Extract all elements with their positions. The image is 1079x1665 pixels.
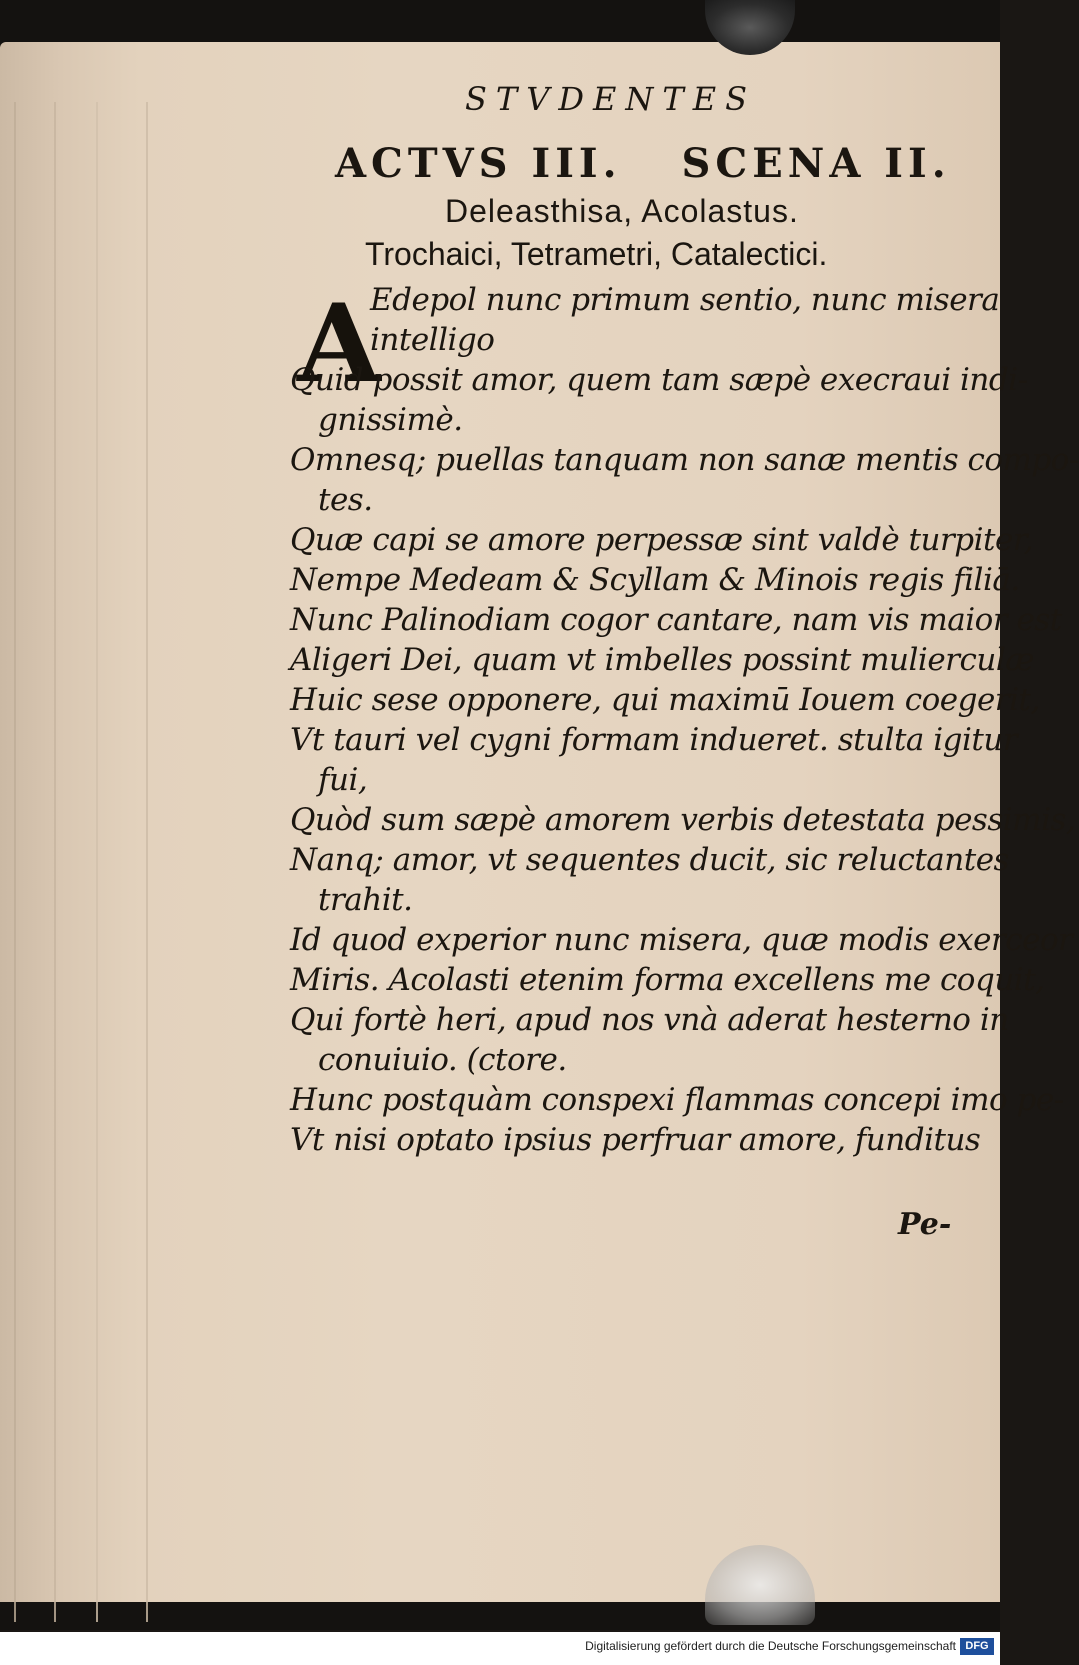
act-scene-heading [335,140,951,187]
meter-line: Trochaici, Tetrametri, Catalectici. [365,236,828,272]
verse-line: fui, [318,762,368,798]
verse-line: Vt nisi optato ipsius perfruar amore, funditus [290,1122,981,1158]
verse-line: conuiuio. (ctore. [318,1042,567,1078]
verse-line: Nunc Palinodiam cogor cantare, nam vis maior est [290,602,1062,638]
drop-cap: A [297,281,381,407]
verse-line: Miris. Acolasti etenim forma excellens me coquit, [290,962,1045,998]
characters-line: Deleasthisa, Acolastus. [445,193,799,229]
verse-line: Id quod experior nunc misera, quæ modis exerceor [290,922,1073,958]
verse-line: Huic sese opponere, qui maximū Iouem coegerit, [290,682,1040,718]
verse-line: tes. [318,482,373,518]
footer-bar [0,1632,1000,1665]
verse-line: Aligeri Dei, quam vt imbelles possint mulierculæ [290,642,1034,678]
verse-line: trahit. [318,882,413,918]
footer-credit: Digitalisierung gefördert durch die Deutsche Forschungsgemeinschaft [585,1639,956,1653]
verse-line: intelligo [370,322,495,358]
verse-line: Quid possit amor, quem tam sæpè execraui indi- [290,362,1028,398]
catchword: Pe- [898,1207,952,1242]
verse-line: Qui fortè heri, apud nos vnà aderat hesterno in [290,1002,1009,1038]
verse-line: Nanq; amor, vt sequentes ducit, sic reluctantes [290,842,1009,878]
act-label: ACTVS III. [335,140,622,187]
scene-label: SCENA II. [681,140,951,187]
verse-line: Edepol nunc primum sentio, nunc misera [370,282,1000,318]
running-title: STVDENTES [465,80,757,118]
verse-line: Quòd sum sæpè amorem verbis detestata pessimis, [290,802,1076,838]
verse-line: Quæ capi se amore perpessæ sint valdè turpiter, [290,522,1034,558]
verse-line: Nempe Medeam & Scyllam & Minois regis filiā. [290,562,1020,598]
verse-line: Hunc postquàm conspexi flammas concepi imo pe- [290,1082,1064,1118]
verse-line: Omnesq; puellas tanquam non sanæ mentis compo- [290,442,1079,478]
verse-line: gnissimè. [318,402,463,438]
page-edges [14,102,148,1622]
dfg-logo: DFG [960,1638,994,1655]
verse-line: Vt tauri vel cygni formam indueret. stulta igitur [290,722,1018,758]
